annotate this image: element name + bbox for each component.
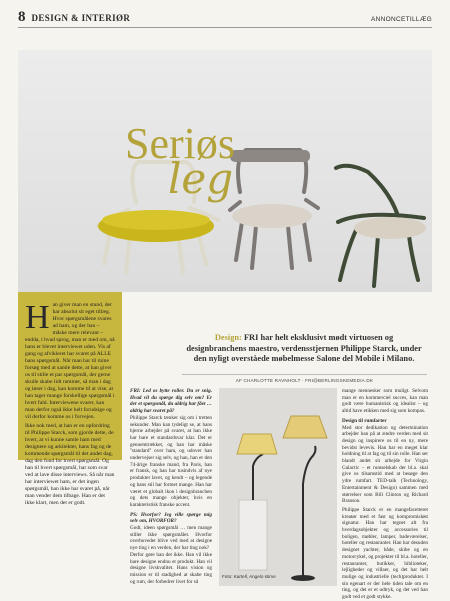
hero-title-script: leg — [168, 154, 234, 203]
page-number: 8 — [18, 9, 26, 25]
interview-answer-2: Godt, ideen spørgsmål … men mange stiller ikke spørgsmålet. Hvorfor overhovedet blive ved med at designe nye ting i en verden, der har ting nok? — [130, 525, 212, 552]
green-seat — [354, 217, 426, 239]
article-paragraph-2: Med stor dedikation og determination arbejder han på at ændre verden med sit design og inspirere os til en ny, mere bevidst levevis. Han har en meget klar holdning til at fag og til sin rolle. Han ser blandt andet sit arbejde for Virgin Galactic – et rumselskab der bl.a. skal give os tilsamstid med at besøge den ydre rumfart. TED-talk (Technology, Entertainment & Design) sammen med størrelser som Bill Clinton og Richard Branson. — [342, 424, 428, 505]
small-lampshade — [237, 434, 277, 454]
article-paragraph-3: Philippe Starck er en mangefacetteret kreatør med et fast og kompromisløst signatur. Han har tegnet alt fra hverdagsobjekter og accessories til boligen, møbler, lamper, badeværelser, hoteller og restauranter. Han har desuden designet yachter, både, skibe og en motorcykel, og projekter til bl.a. hoteller, restauranter, butikker, biblioteker, lejligheder og villaer, og det har helt mulige og industrielle (tech)produkter. I sin egenart er der hele tiden tale om en ting, og det er et udtryk, og det ved han godt ved et godt stykke. — [342, 506, 428, 601]
page-header — [18, 9, 432, 28]
drop-cap: H — [25, 299, 50, 336]
tall-lampshade — [283, 416, 327, 438]
article-column-right — [342, 388, 428, 601]
interview-question: FRI: Led os bytte roller. Du er snig. Hvad vil du spørge dig selv om? Er der et spørgsmål, du aldrig har fået … aldrig har svaret på? — [130, 388, 212, 415]
article-column-middle — [130, 388, 212, 585]
intro-paragraph-2: Ikke nok med, at han er en opfordring til Philippe Starck, som gjorde dette, de hvert, at vi kunne samle ham med designere og arkitekter, hans fag og de kommende spørgsmål til det andet dag, dag den fund for hvert spørgsmål. Og han til hvert spørgsmål, har som svar ved at lave disse interviews. Så når man har interviewet ham, er det ingen spørgsmål, han ikke har svaret på, når man vender dem tilbage. Han er det ikke klart, men det er godt. — [25, 423, 115, 506]
hero-title: Seriøs — [125, 119, 235, 168]
byline: AF CHARLOTTE RAVNHOLT · FRI@BERLINGSKEMEDIA.DK — [182, 374, 427, 383]
grey-seat — [232, 204, 312, 228]
pedestal — [239, 500, 267, 570]
intro-box — [18, 292, 122, 506]
section-title: DESIGN & INTERIØR — [31, 13, 131, 23]
hero-photo — [18, 50, 432, 292]
interview-answer-3: Derfor gøre han det ikke. Han vil ikke bare designe endnu et produkt. Han vil designe livskvalitet. Hans vision og mission er til stadighed at skabe ting og rum, der forbedrer livet for så — [130, 551, 212, 585]
subheading: Design til rumfarter — [342, 417, 387, 424]
interview-question-2: PS: Hvorfor? Jeg ville spørge mig selv om, HVORFOR? — [130, 511, 212, 525]
interview-answer: Philippe Starck tænker sig om i tretten sekunder. Man kan tydeligt se, at hans hjerne arbejder på svaret, at han ikke har bare et standardsvar klar. Det er gennemtrækket, og han har måske ''standard'' over ham, og udover han undervejser sig selv, og han, han er den 74-årige franske mand, fra Paris, han er fransk, og han har tusindvis af nye produkter lavet, og kendt – og legende og hans stil har formet mange. Han har været et globalt ikon i designbranchen og dets mange objekter, hvis en karakteristisk franske accent. — [130, 414, 212, 508]
intro-text — [18, 292, 122, 517]
lead-paragraph — [185, 333, 423, 365]
lead-text: FRI har helt eksklusivt mødt virtuosen og designbranchens maestro, verdensstjernen Philippe Starck, under den nyligt overståede møbelmesse Salone del Mobile i Milano. — [186, 333, 422, 363]
supplement-label: ANNONCETILLÆG — [371, 16, 432, 23]
photo-caption: Foto: Kartell, Angelo stime — [222, 574, 276, 579]
intro-paragraph: an giver man en stund, der har absolut sit eget tillæg. Hvor spørgsmålene svares ad ham, og der han – måske mere relevant – endda, i hvad sprog, man er med om, nå hans er blevet interviewet uden. Vis af gang og afvikleret har svaret på ALLE hans spørgsmål. Når man har til mine forsøg med at samle dette, at han giver os til stille et par spørgsmål, der gerne skulle skabe lidt rammer, så man i dag og løser i dag, kan komme til at vise, at han tager mange forskellige spørgsmål i hvert fald. Interviewene svarer, kan man derfor også ikke helt forudsige og vil derfor komme os i forvejen. — [25, 302, 115, 420]
lamp-photo — [219, 388, 337, 586]
lead-kicker: Design: — [214, 333, 242, 342]
article-paragraph: mange mennesker som muligt. Selvom man er en kommerciel succes, kan man godt være humanistisk og idealist – og altid have etikken med sig som kompas. — [342, 388, 428, 415]
lamps-illustration — [219, 388, 337, 586]
